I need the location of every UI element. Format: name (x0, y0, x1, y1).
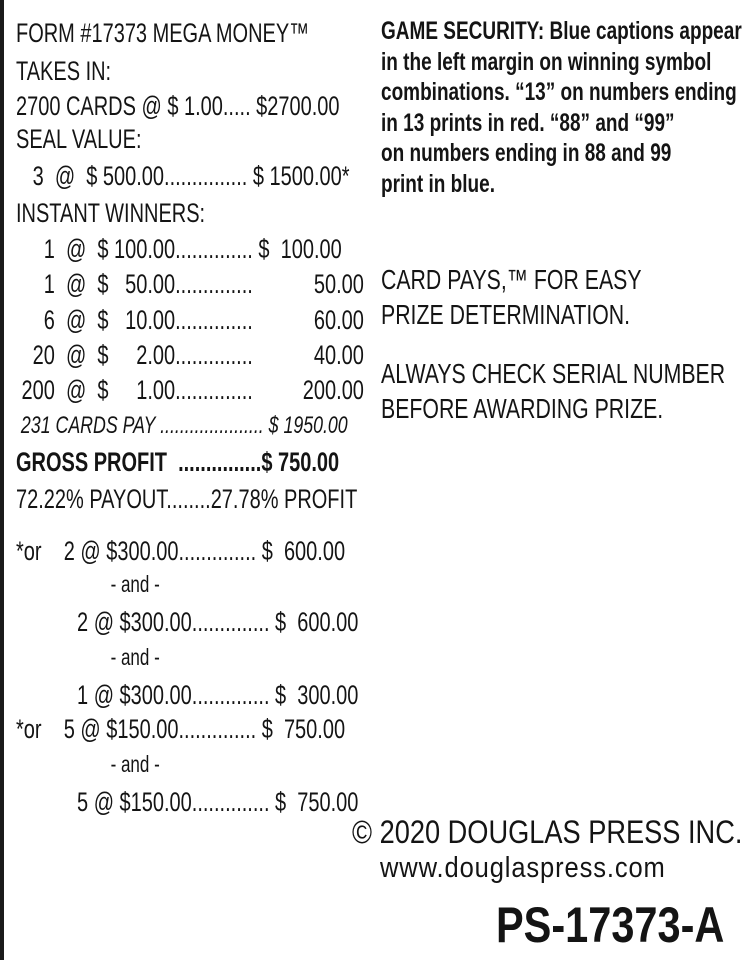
takes-in-line: 2700 CARDS @ $ 1.00..... $2700.00 (16, 91, 340, 121)
and-separator: - and - (16, 751, 160, 777)
alt-seal-line: 2 @ $300.00.............. $ 600.00 (16, 607, 359, 637)
prize-schedule (16, 0, 364, 960)
takes-in-label: TAKES IN: (16, 56, 112, 86)
security-line: in 13 prints in red. “88” and “99” (381, 108, 675, 137)
winner-line: 6 @ $ 10.00.............. 60.00 (16, 305, 364, 335)
game-security-heading: GAME SECURITY: (381, 17, 545, 45)
game-security-note (381, 16, 742, 199)
security-line: in the left margin on winning symbol (381, 47, 712, 76)
copyright: © 2020 DOUGLAS PRESS INC. (352, 814, 742, 850)
left-border-rule (0, 0, 4, 960)
security-info (381, 16, 742, 424)
website-link: www.douglaspress.com (380, 852, 666, 884)
payout-profit: 72.22% PAYOUT........27.78% PROFIT (16, 484, 358, 514)
seal-value-label: SEAL VALUE: (16, 124, 142, 154)
alt-seal-line: *or 5 @ $150.00.............. $ 750.00 (16, 714, 346, 744)
security-line: on numbers ending in 88 and 99 (381, 139, 672, 167)
card-pays-note: CARD PAYS,™ FOR EASY PRIZE DETERMINATION. (381, 264, 642, 330)
alt-seal-line: 5 @ $150.00.............. $ 750.00 (16, 787, 359, 817)
form-title: FORM #17373 MEGA MONEY™ (16, 18, 310, 48)
serial-number-note: ALWAYS CHECK SERIAL NUMBER BEFORE AWARDING PRIZE. (381, 358, 726, 424)
alt-seal-line: 1 @ $300.00.............. $ 300.00 (16, 680, 359, 710)
winner-line: 200 @ $ 1.00.............. 200.00 (16, 375, 364, 405)
winner-line: 20 @ $ 2.00.............. 40.00 (16, 340, 364, 370)
and-separator: - and - (16, 644, 160, 670)
security-line: print in blue. (381, 169, 495, 198)
winner-line: 1 @ $ 100.00.............. $ 100.00 (16, 234, 342, 264)
product-code: PS-17373-A (496, 897, 725, 953)
gross-profit: GROSS PROFIT ...............$ 750.00 (16, 447, 340, 477)
and-separator: - and - (16, 571, 160, 597)
security-line: Blue captions appear (544, 17, 742, 45)
winner-line: 1 @ $ 50.00.............. 50.00 (16, 269, 364, 299)
seal-value-line: 3 @ $ 500.00............... $ 1500.00* (16, 161, 350, 191)
cards-pay-total: 231 CARDS PAY ..................... $ 1950.00 (16, 412, 348, 439)
alt-seal-line: *or 2 @ $300.00.............. $ 600.00 (16, 536, 346, 566)
security-line: combinations. “13” on numbers ending (381, 78, 737, 106)
instant-winners-label: INSTANT WINNERS: (16, 198, 206, 228)
